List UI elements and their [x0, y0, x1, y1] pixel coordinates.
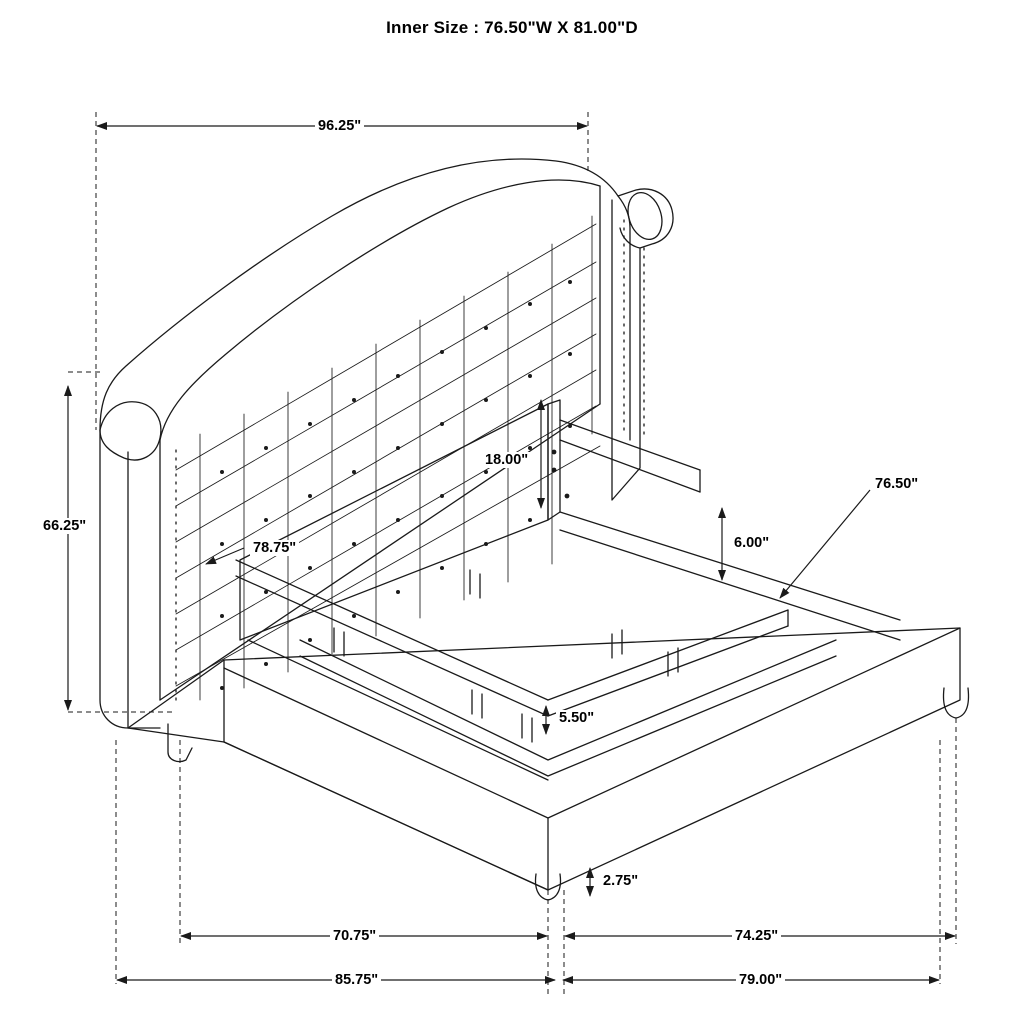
inner-rail-left — [248, 640, 548, 780]
base-front-edge — [548, 628, 960, 890]
dimension-lines — [68, 112, 956, 996]
bed-outline-group — [100, 159, 969, 900]
dim-label-66-25: 66.25" — [40, 518, 89, 534]
dim-label-5-50: 5.50" — [556, 710, 597, 726]
dim-label-18-00: 18.00" — [482, 452, 531, 468]
headboard-left-roll — [100, 430, 160, 728]
right-leg — [944, 688, 969, 718]
headboard-panel-top — [160, 180, 600, 440]
dim-label-85-75: 85.75" — [332, 972, 381, 988]
dim-label-78-75: 78.75" — [250, 540, 299, 556]
inner-rail-right-bottom — [560, 530, 900, 640]
extension-lines — [68, 112, 956, 996]
dim-label-79-00: 79.00" — [736, 972, 785, 988]
top-rail-b — [560, 440, 700, 492]
dim-label-76-50: 76.50" — [872, 476, 921, 492]
inner-rail-right-top — [560, 512, 900, 620]
dim-label-96-25: 96.25" — [315, 118, 364, 134]
base-inner-edge — [224, 668, 548, 818]
headboard-top-edge — [100, 159, 673, 500]
dim-label-2-75: 2.75" — [600, 873, 641, 889]
dim-76-50-leader — [780, 490, 870, 598]
slat-legs — [334, 570, 678, 742]
headboard-left-scroll — [100, 402, 161, 460]
dim-label-70-75: 70.75" — [330, 928, 379, 944]
base-front-left-edge — [224, 742, 548, 890]
page-title: Inner Size : 76.50"W X 81.00"D — [386, 18, 638, 37]
headboard-panel-bottom — [160, 404, 600, 700]
dim-label-74-25: 74.25" — [732, 928, 781, 944]
center-post — [548, 400, 560, 520]
dim-label-6-00: 6.00" — [731, 535, 772, 551]
headboard-foot-post-left — [240, 404, 548, 640]
slat-rail-lower — [300, 640, 836, 760]
bed-base-outline — [128, 628, 960, 890]
headboard-right-roll-end — [622, 188, 667, 244]
